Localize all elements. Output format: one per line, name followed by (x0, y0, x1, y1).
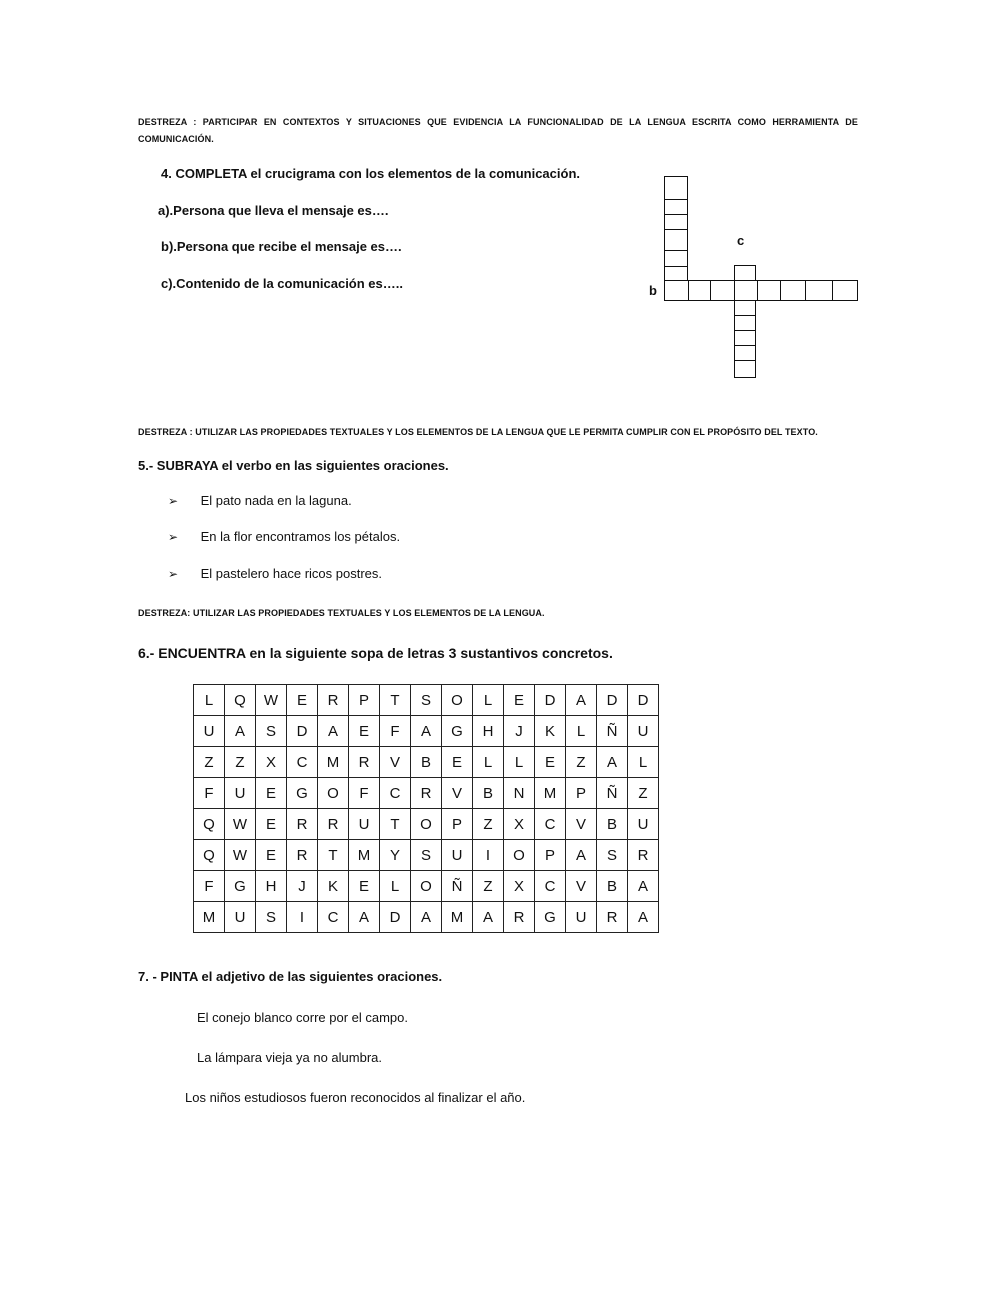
word-search-cell[interactable]: L (473, 685, 504, 716)
word-search-cell[interactable]: U (225, 902, 256, 933)
word-search-cell[interactable]: M (442, 902, 473, 933)
adjective-sentence-1: El conejo blanco corre por el campo. (197, 1010, 409, 1025)
word-search-cell[interactable]: Q (194, 809, 225, 840)
table-row (194, 778, 659, 809)
word-search-cell[interactable]: S (256, 902, 287, 933)
word-search-cell[interactable]: T (380, 809, 411, 840)
crossword-cell-b-1[interactable] (664, 280, 689, 301)
word-search-cell[interactable]: Z (225, 747, 256, 778)
word-search-cell[interactable]: C (380, 778, 411, 809)
crossword (0, 0, 1000, 400)
clue-c: c).Contenido de la comunicación es….. (161, 276, 403, 291)
word-search-cell[interactable]: U (225, 778, 256, 809)
word-search-cell[interactable]: S (597, 840, 628, 871)
word-search-cell[interactable]: D (380, 902, 411, 933)
word-search-cell[interactable]: V (442, 778, 473, 809)
word-search-cell[interactable]: F (349, 778, 380, 809)
list-item (168, 529, 400, 544)
word-search-cell[interactable]: L (628, 747, 659, 778)
word-search-cell[interactable]: Y (380, 840, 411, 871)
word-search-cell[interactable]: L (194, 685, 225, 716)
word-search-cell[interactable]: F (194, 871, 225, 902)
crossword-cell-b-2[interactable] (688, 280, 711, 301)
word-search-cell[interactable]: W (256, 685, 287, 716)
word-search-cell[interactable]: Q (225, 685, 256, 716)
word-search-cell[interactable]: L (504, 747, 535, 778)
crossword-cell-c-6[interactable] (734, 360, 756, 378)
word-search-cell[interactable]: K (535, 716, 566, 747)
verb-sentence-1: El pato nada en la laguna. (200, 493, 352, 508)
word-search-cell[interactable]: X (504, 871, 535, 902)
word-search-cell[interactable]: I (287, 902, 318, 933)
word-search-cell[interactable]: R (504, 902, 535, 933)
word-search-cell[interactable]: C (318, 902, 349, 933)
word-search-cell[interactable]: C (535, 809, 566, 840)
word-search-cell[interactable]: H (473, 716, 504, 747)
crossword-cell-a-2[interactable] (664, 199, 688, 215)
word-search-cell[interactable]: Ñ (597, 778, 628, 809)
word-search-cell[interactable]: M (349, 840, 380, 871)
table-row (194, 716, 659, 747)
word-search-cell[interactable]: V (380, 747, 411, 778)
crossword-cell-c-3[interactable] (734, 315, 756, 331)
word-search-cell[interactable]: M (318, 747, 349, 778)
word-search-cell[interactable]: E (442, 747, 473, 778)
word-search-cell[interactable]: R (597, 902, 628, 933)
word-search-cell[interactable]: T (318, 840, 349, 871)
word-search-cell[interactable]: A (225, 716, 256, 747)
word-search-cell[interactable]: H (256, 871, 287, 902)
word-search-cell[interactable]: U (628, 716, 659, 747)
question-6-title: 6.- ENCUENTRA en la siguiente sopa de letras 3 sustantivos concretos. (138, 645, 613, 661)
word-search-cell[interactable]: B (411, 747, 442, 778)
word-search-cell[interactable]: Z (473, 871, 504, 902)
word-search-cell[interactable]: A (597, 747, 628, 778)
word-search-cell[interactable]: G (535, 902, 566, 933)
word-search-cell[interactable]: R (411, 778, 442, 809)
word-search-cell[interactable]: E (535, 747, 566, 778)
word-search-cell[interactable]: P (566, 778, 597, 809)
crossword-cell-a-1[interactable] (664, 176, 688, 200)
word-search-cell[interactable]: E (349, 871, 380, 902)
table-row (194, 685, 659, 716)
word-search-cell[interactable]: E (287, 685, 318, 716)
list-item (168, 493, 352, 508)
word-search-cell[interactable]: M (194, 902, 225, 933)
word-search-cell[interactable]: P (535, 840, 566, 871)
word-search-cell[interactable]: W (225, 809, 256, 840)
word-search-cell[interactable]: R (349, 747, 380, 778)
word-search-cell[interactable]: W (225, 840, 256, 871)
word-search-cell[interactable]: M (535, 778, 566, 809)
table-row (194, 902, 659, 933)
word-search-cell[interactable]: O (411, 871, 442, 902)
word-search-cell[interactable]: A (473, 902, 504, 933)
verb-sentence-3: El pastelero hace ricos postres. (200, 566, 382, 581)
word-search-cell[interactable]: B (473, 778, 504, 809)
word-search-cell[interactable]: O (318, 778, 349, 809)
crossword-cell-b-3[interactable] (710, 280, 735, 301)
crossword-cell-a-4[interactable] (664, 229, 688, 251)
word-search-cell[interactable]: C (535, 871, 566, 902)
word-search-cell[interactable]: R (287, 809, 318, 840)
table-row (194, 840, 659, 871)
adjective-sentence-3: Los niños estudiosos fueron reconocidos al finalizar el año. (185, 1090, 526, 1105)
word-search-cell[interactable]: C (287, 747, 318, 778)
crossword-label-c: c (737, 233, 745, 248)
arrow-bullet-icon: ➢ (168, 567, 179, 581)
word-search-cell[interactable]: L (566, 716, 597, 747)
word-search-cell[interactable]: R (318, 809, 349, 840)
word-search-cell[interactable]: K (318, 871, 349, 902)
word-search-cell[interactable]: P (442, 809, 473, 840)
word-search-cell[interactable]: E (256, 840, 287, 871)
word-search-cell[interactable]: A (628, 902, 659, 933)
list-item (168, 566, 382, 581)
word-search-cell[interactable]: A (411, 902, 442, 933)
word-search-cell[interactable]: L (473, 747, 504, 778)
crossword-label-b: b (649, 283, 657, 298)
word-search-cell[interactable]: S (411, 685, 442, 716)
word-search-cell[interactable]: N (504, 778, 535, 809)
crossword-cell-b-5[interactable] (757, 280, 781, 301)
word-search-cell[interactable]: R (318, 685, 349, 716)
table-row (194, 871, 659, 902)
word-search-cell[interactable]: P (349, 685, 380, 716)
word-search-cell[interactable]: A (349, 902, 380, 933)
word-search-cell[interactable]: R (628, 840, 659, 871)
word-search-cell[interactable]: B (597, 871, 628, 902)
crossword-cell-c-5[interactable] (734, 345, 756, 361)
word-search-cell[interactable]: G (442, 716, 473, 747)
clue-b: b).Persona que recibe el mensaje es…. (161, 239, 402, 254)
word-search-cell[interactable]: A (628, 871, 659, 902)
crossword-cell-b-6[interactable] (780, 280, 806, 301)
word-search-cell[interactable]: X (504, 809, 535, 840)
clue-a: a).Persona que lleva el mensaje es…. (158, 203, 389, 218)
verb-sentence-2: En la flor encontramos los pétalos. (200, 529, 401, 544)
destreza-communication: DESTREZA : PARTICIPAR EN CONTEXTOS Y SITUACIONES QUE EVIDENCIA LA FUNCIONALIDAD DE LA LENGUA ESCRITA COMO HERRAMIENTA DE COMUNICACIÓN. (138, 117, 858, 144)
word-search-cell[interactable]: G (287, 778, 318, 809)
word-search-cell[interactable]: B (597, 809, 628, 840)
word-search-cell[interactable]: O (411, 809, 442, 840)
word-search-cell[interactable]: Q (194, 840, 225, 871)
word-search-cell[interactable]: D (597, 685, 628, 716)
destreza-textual-properties: DESTREZA : UTILIZAR LAS PROPIEDADES TEXTUALES Y LOS ELEMENTOS DE LA LENGUA QUE LE PERMITA CUMPLIR CON EL PROPÓSITO DEL TEXTO. (138, 427, 818, 437)
question-7-title: 7. - PINTA el adjetivo de las siguientes oraciones. (138, 969, 443, 984)
word-search-cell[interactable]: A (411, 716, 442, 747)
word-search-cell[interactable]: Ñ (597, 716, 628, 747)
word-search-cell[interactable]: A (318, 716, 349, 747)
crossword-cell-c-1[interactable] (734, 265, 756, 281)
word-search-grid (193, 684, 659, 933)
word-search-cell[interactable]: A (566, 685, 597, 716)
word-search-cell[interactable]: D (287, 716, 318, 747)
word-search-cell[interactable]: F (380, 716, 411, 747)
word-search-cell[interactable]: E (256, 809, 287, 840)
word-search-cell[interactable]: O (442, 685, 473, 716)
word-search-cell[interactable]: E (349, 716, 380, 747)
word-search-cell[interactable]: Z (628, 778, 659, 809)
word-search-cell[interactable]: J (504, 716, 535, 747)
word-search-cell[interactable]: Z (194, 747, 225, 778)
word-search-cell[interactable]: E (504, 685, 535, 716)
word-search-cell[interactable]: U (194, 716, 225, 747)
word-search-cell[interactable]: L (380, 871, 411, 902)
word-search-cell[interactable]: U (566, 902, 597, 933)
crossword-cell-b-4[interactable] (734, 280, 758, 301)
destreza-language-elements: DESTREZA: UTILIZAR LAS PROPIEDADES TEXTUALES Y LOS ELEMENTOS DE LA LENGUA. (138, 608, 545, 618)
word-search-cell[interactable]: D (628, 685, 659, 716)
crossword-cell-b-7[interactable] (805, 280, 833, 301)
table-row (194, 809, 659, 840)
word-search-cell[interactable]: D (535, 685, 566, 716)
adjective-sentence-2: La lámpara vieja ya no alumbra. (197, 1050, 382, 1065)
question-4-title: 4. COMPLETA el crucigrama con los elementos de la comunicación. (161, 166, 581, 181)
word-search-cell[interactable]: A (566, 840, 597, 871)
word-search-cell[interactable]: V (566, 809, 597, 840)
word-search-cell[interactable]: O (504, 840, 535, 871)
arrow-bullet-icon: ➢ (168, 530, 179, 544)
crossword-cell-a-6[interactable] (664, 266, 688, 281)
word-search-cell[interactable]: G (225, 871, 256, 902)
word-search-cell[interactable]: F (194, 778, 225, 809)
table-row (194, 747, 659, 778)
crossword-cell-a-3[interactable] (664, 214, 688, 230)
word-search-cell[interactable]: S (411, 840, 442, 871)
word-search-cell[interactable]: U (628, 809, 659, 840)
word-search-cell[interactable]: U (442, 840, 473, 871)
crossword-cell-b-8[interactable] (832, 280, 858, 301)
crossword-cell-c-2[interactable] (734, 300, 756, 316)
word-search-cell[interactable]: Z (566, 747, 597, 778)
word-search-cell[interactable]: X (256, 747, 287, 778)
crossword-cell-a-5[interactable] (664, 250, 688, 267)
word-search-cell[interactable]: Z (473, 809, 504, 840)
word-search-cell[interactable]: R (287, 840, 318, 871)
word-search-cell[interactable]: U (349, 809, 380, 840)
arrow-bullet-icon: ➢ (168, 494, 179, 508)
word-search-cell[interactable]: T (380, 685, 411, 716)
question-5-title: 5.- SUBRAYA el verbo en las siguientes oraciones. (138, 458, 449, 473)
word-search-cell[interactable]: I (473, 840, 504, 871)
word-search-cell[interactable]: Ñ (442, 871, 473, 902)
word-search-cell[interactable]: V (566, 871, 597, 902)
word-search-cell[interactable]: S (256, 716, 287, 747)
word-search-cell[interactable]: E (256, 778, 287, 809)
crossword-cell-c-4[interactable] (734, 330, 756, 346)
word-search-cell[interactable]: J (287, 871, 318, 902)
